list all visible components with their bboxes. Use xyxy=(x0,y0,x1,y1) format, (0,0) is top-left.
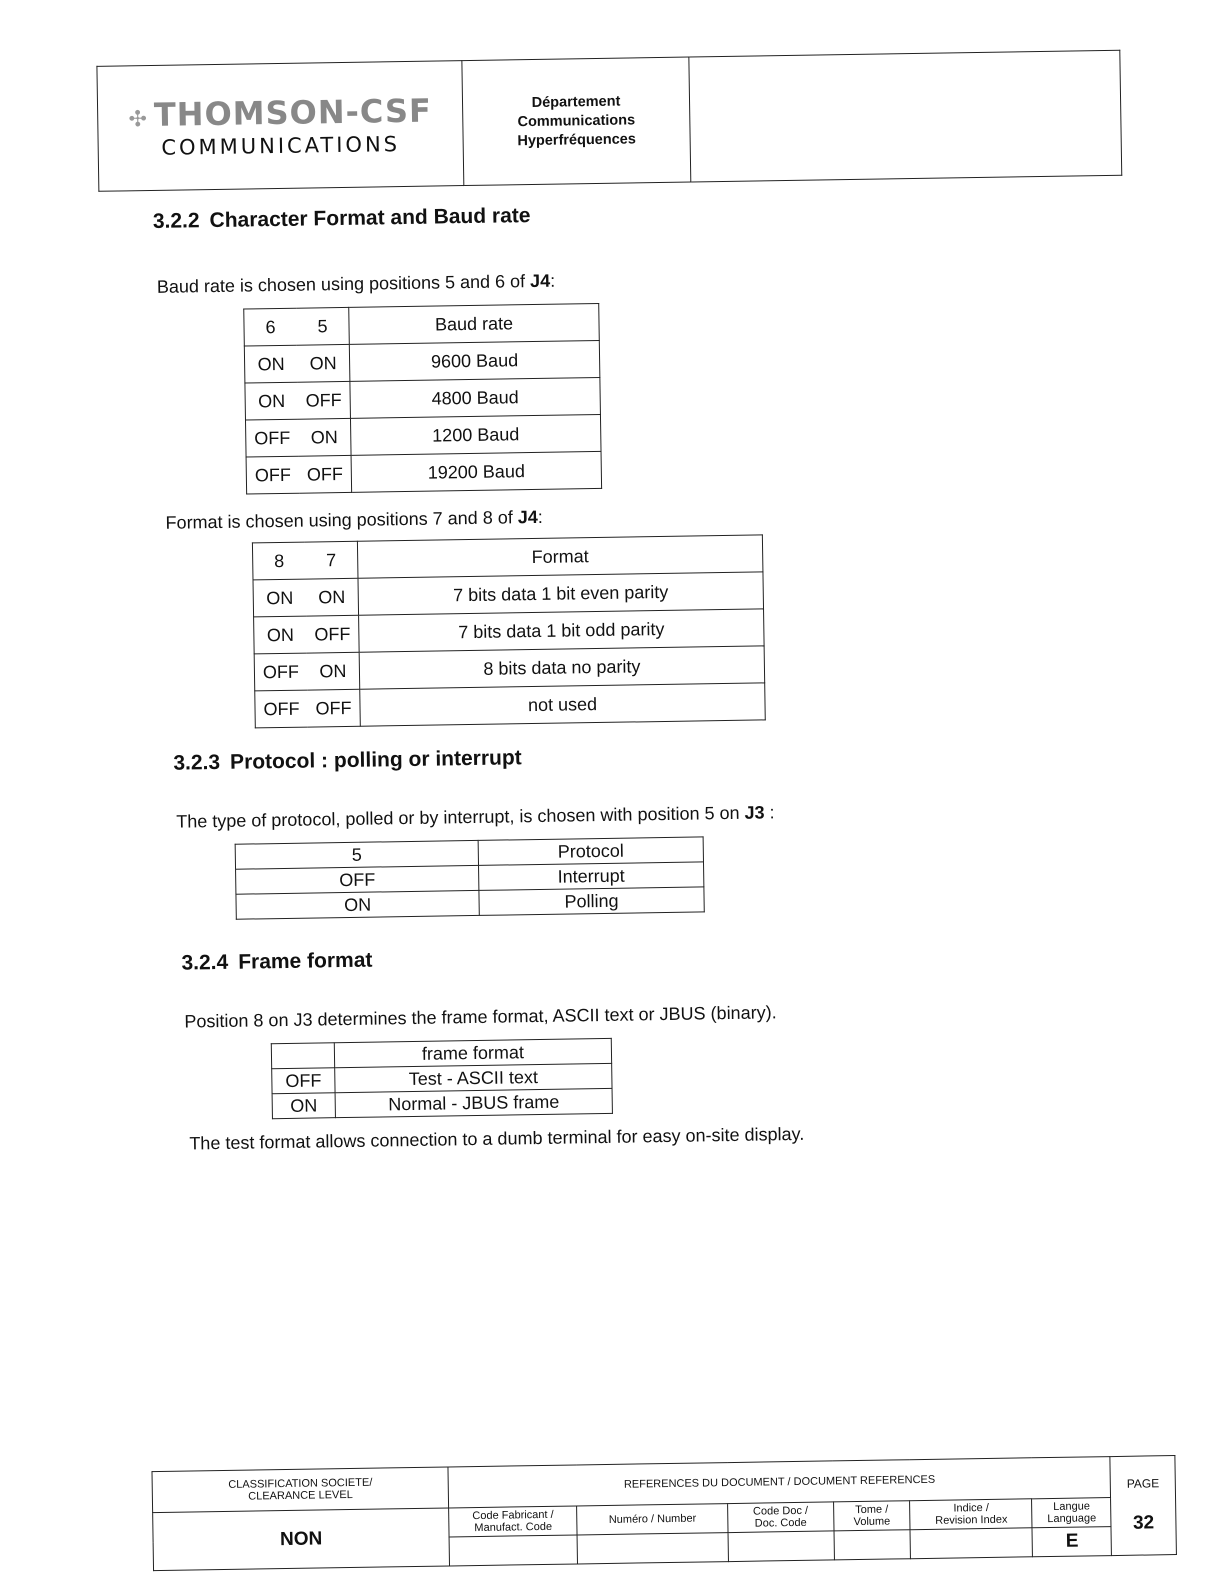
table-row xyxy=(245,377,601,420)
cell: OFF xyxy=(306,615,359,653)
cell: OFF xyxy=(272,1068,335,1094)
baud-intro-text: Baud rate is chosen using positions 5 and 6 of xyxy=(156,271,531,297)
cell: ON xyxy=(244,345,297,383)
document-header xyxy=(96,50,1122,192)
cell: Interrupt xyxy=(479,862,704,891)
format-intro-end: : xyxy=(537,506,543,527)
header-cell: Protocol xyxy=(478,837,703,866)
section-322-heading xyxy=(153,204,531,234)
classification-value: NON xyxy=(153,1508,450,1571)
logo-line2: COMMUNICATIONS xyxy=(161,132,401,160)
doc-code-value xyxy=(728,1531,834,1562)
format-intro-j4: J4 xyxy=(517,506,538,528)
language-value: E xyxy=(1032,1527,1111,1557)
baud-intro xyxy=(157,271,556,298)
document-footer xyxy=(151,1455,1176,1571)
manufact-code-line1: Code Fabricant / xyxy=(472,1508,554,1523)
number-value xyxy=(577,1533,728,1564)
page-cell xyxy=(1110,1456,1176,1556)
header-cell: 5 xyxy=(235,840,478,869)
section-323-heading xyxy=(173,746,522,775)
cell: Normal - JBUS frame xyxy=(335,1088,612,1117)
cell: ON xyxy=(236,890,479,919)
number-label: Numéro / Number xyxy=(577,1504,728,1535)
cell: ON xyxy=(297,344,350,382)
section-number: 3.2.4 xyxy=(181,950,229,975)
volume-label xyxy=(833,1501,910,1531)
page-label: PAGE xyxy=(1126,1476,1160,1491)
header-cell: Format xyxy=(357,535,763,578)
frame-format-table xyxy=(271,1038,613,1119)
volume-line2: Volume xyxy=(853,1515,891,1529)
page-number: 32 xyxy=(1132,1512,1155,1534)
table-row xyxy=(245,414,601,457)
cell: OFF xyxy=(236,865,479,894)
header-cell: 8 xyxy=(252,542,305,580)
format-intro-text: Format is chosen using positions 7 and 8 of xyxy=(165,507,518,533)
language-label xyxy=(1032,1498,1111,1528)
cell: 4800 Baud xyxy=(350,377,601,418)
dept-line3: Hyperfréquences xyxy=(517,130,636,149)
header-empty-cell xyxy=(689,50,1122,182)
character-format-table xyxy=(252,534,766,728)
cell: OFF xyxy=(255,690,308,728)
company-logo xyxy=(97,61,464,192)
cell: ON xyxy=(272,1093,335,1119)
frame-intro: Position 8 on J3 determines the frame format, ASCII text or JBUS (binary). xyxy=(184,1002,777,1032)
cell: OFF xyxy=(299,455,352,493)
table-row xyxy=(246,451,602,494)
volume-line1: Tome / xyxy=(855,1503,889,1517)
doc-code-line2: Doc. Code xyxy=(754,1516,807,1530)
manufact-code-line2: Manufact. Code xyxy=(474,1520,553,1535)
header-cell: 6 xyxy=(244,308,297,346)
revision-label xyxy=(910,1499,1032,1530)
section-title: Frame format xyxy=(238,948,373,974)
cell: 9600 Baud xyxy=(349,340,600,381)
classification-label xyxy=(152,1467,449,1513)
frame-note: The test format allows connection to a dumb terminal for easy on-site display. xyxy=(189,1123,805,1154)
protocol-table xyxy=(235,836,705,919)
doc-code-label xyxy=(728,1502,834,1533)
table-row xyxy=(255,683,766,728)
cell: ON xyxy=(298,418,351,456)
cell: 7 bits data 1 bit even parity xyxy=(358,572,764,615)
volume-value xyxy=(834,1530,911,1560)
table-row xyxy=(272,1088,612,1118)
cell: Test - ASCII text xyxy=(335,1063,612,1092)
thomson-logo-icon: ✣ xyxy=(128,107,149,133)
dept-line2: Communications xyxy=(517,111,636,130)
revision-value xyxy=(910,1528,1032,1559)
manufact-code-value xyxy=(449,1535,578,1566)
dept-line1: Département xyxy=(531,93,621,111)
department-cell xyxy=(462,57,691,186)
section-number: 3.2.3 xyxy=(173,750,221,775)
header-cell: Baud rate xyxy=(349,303,600,344)
header-cell xyxy=(271,1043,334,1069)
manufact-code-label xyxy=(449,1506,578,1537)
cell: 8 bits data no parity xyxy=(359,646,765,689)
cell: ON xyxy=(254,616,307,654)
cell: ON xyxy=(305,578,358,616)
table-header-row xyxy=(244,303,600,346)
language-line1: Langue xyxy=(1053,1500,1091,1513)
protocol-intro-j3: J3 xyxy=(744,802,765,823)
language-line2: Language xyxy=(1047,1512,1097,1526)
baud-intro-end: : xyxy=(549,270,556,291)
references-label: REFERENCES DU DOCUMENT / DOCUMENT REFERENCES xyxy=(448,1457,1111,1508)
protocol-intro xyxy=(176,802,775,832)
cell: 1200 Baud xyxy=(350,414,601,455)
cell: not used xyxy=(360,683,766,726)
baud-intro-j4: J4 xyxy=(529,270,551,292)
header-cell: 7 xyxy=(305,541,358,579)
revision-line2: Revision Index xyxy=(935,1513,1008,1527)
cell: OFF xyxy=(254,653,307,691)
classification-label-line2: CLEARANCE LEVEL xyxy=(248,1488,353,1503)
baud-rate-table xyxy=(243,303,602,495)
classification-label-line1: CLASSIFICATION SOCIETE/ xyxy=(228,1476,373,1491)
logo-line1: THOMSON-CSF xyxy=(153,91,433,134)
section-324-heading xyxy=(181,949,372,976)
cell: ON xyxy=(245,382,298,420)
protocol-intro-text: The type of protocol, polled or by interrupt, is chosen with position 5 on xyxy=(176,802,745,832)
cell: ON xyxy=(307,652,360,690)
cell: 19200 Baud xyxy=(351,451,602,492)
cell: OFF xyxy=(307,689,360,727)
section-number: 3.2.2 xyxy=(152,209,200,233)
cell: ON xyxy=(253,579,306,617)
revision-line1: Indice / xyxy=(953,1501,989,1515)
cell: OFF xyxy=(246,456,299,494)
cell: OFF xyxy=(245,419,298,457)
table-row xyxy=(244,340,600,383)
protocol-intro-end: : xyxy=(764,802,775,823)
doc-code-line1: Code Doc / xyxy=(752,1504,809,1518)
format-intro xyxy=(165,507,543,534)
section-title: Protocol : polling or interrupt xyxy=(229,746,522,774)
cell: 7 bits data 1 bit odd parity xyxy=(359,609,765,652)
cell: OFF xyxy=(297,381,350,419)
cell: Polling xyxy=(479,887,704,916)
header-cell: 5 xyxy=(296,307,349,345)
section-title: Character Format and Baud rate xyxy=(209,204,531,233)
header-cell: frame format xyxy=(334,1038,611,1067)
